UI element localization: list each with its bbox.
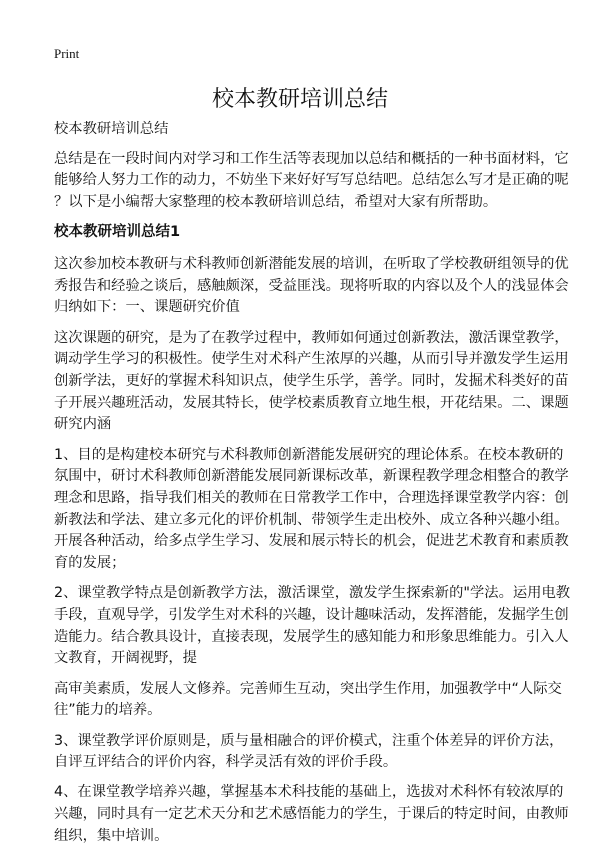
body-paragraph: [54, 782, 569, 847]
body-paragraph: [54, 445, 569, 575]
text-line: 这次课题的研究，是为了在教学过程中，教师如何通过创新教法，激活课堂教学，: [54, 329, 569, 346]
text-line: 育的发展；: [54, 555, 126, 572]
text-line: 4、在课堂教学培养兴趣，掌握基本术科技能的基础上，选拔对术科怀有较浓厚的: [54, 784, 564, 801]
text-line: 文教育，开阔视野，提: [54, 650, 197, 667]
text-line: 归纳如下：一、课题研究价值: [54, 299, 240, 316]
body-paragraph: [54, 254, 569, 319]
text-line: 3、课堂教学评价原则是，质与量相融合的评价模式，注重个体差异的评价方法，: [54, 732, 564, 749]
text-line: 研究内涵: [54, 416, 112, 433]
body-paragraph: [54, 731, 564, 774]
document-body: [54, 119, 571, 856]
document-subtitle: 校本教研培训总结: [54, 121, 169, 137]
text-line: 这次参加校本教研与术科教师创新潜能发展的培训，在听取了学校教研组领导的优: [54, 256, 569, 273]
intro-paragraph: [54, 149, 569, 214]
text-line: 手段，直观导学，引发学生对术科的兴趣，设计趣味活动，发挥潜能，发掘学生创: [54, 607, 569, 624]
text-line: 理念和思路，指导我们相关的教师在日常教学工作中，合理选择课堂教学内容：创: [54, 490, 569, 507]
text-line: 1、目的是构建校本研究与术科教师创新潜能发展研究的理论体系。在校本教研的: [54, 446, 564, 463]
section-heading: 校本教研培训总结1: [54, 224, 181, 241]
text-line: 氛围中，研讨术科教师创新潜能发展同新课标改革，新课程教学理念相整合的教学: [54, 468, 569, 485]
text-line: 组织，集中培训。: [54, 827, 169, 844]
text-line: 能够给人努力工作的动力，不妨坐下来好好写写总结吧。总结怎么写才是正确的呢: [54, 172, 569, 189]
body-paragraph: [54, 583, 571, 670]
body-paragraph: [54, 679, 562, 722]
text-line: 新教法和学法、建立多元化的评价机制、带领学生走出校外、成立各种兴趣小组。: [54, 511, 569, 528]
text-line: 开展各种活动，给多点学生学习、发展和展示特长的机会，促进艺术教育和素质教: [54, 533, 569, 550]
text-line: 高审美素质，发展人文修养。完善师生互动，突出学生作用，加强教学中“人际交: [54, 680, 562, 697]
text-line: 创新学法，更好的掌握术科知识点，使学生乐学，善学。同时，发掘术科类好的苗: [54, 373, 569, 390]
body-paragraph: [54, 328, 569, 437]
text-line: ？以下是小编帮大家整理的校本教研培训总结，希望对大家有所帮助。: [54, 194, 498, 211]
text-line: 自评互评结合的评价内容，科学灵活有效的评价手段。: [54, 754, 398, 771]
print-link[interactable]: Print: [54, 46, 80, 61]
text-line: 往”能力的培养。: [54, 702, 162, 719]
text-line: 造能力。结合教具设计，直接表现，发展学生的感知能力和形象思维能力。引入人: [54, 628, 569, 645]
text-line: 2、课堂教学特点是创新教学方法，激活课堂，激发学生探索新的"学法。运用电教: [54, 585, 571, 602]
text-line: 兴趣，同时具有一定艺术天分和艺术感悟能力的学生，于课后的特定时间，由教师: [54, 806, 569, 823]
text-line: 秀报告和经验之谈后，感触颇深，受益匪浅。现将听取的内容以及个人的浅显体会: [54, 277, 569, 294]
text-line: 调动学生学习的积极性。使学生对术科产生浓厚的兴趣，从而引导并激发学生运用: [54, 351, 569, 368]
text-line: 子开展兴趣班活动，发展其特长，使学校素质教育立地生根，开花结果。二、课题: [54, 394, 569, 411]
page-title: 校本教研培训总结: [211, 87, 388, 112]
text-line: 总结是在一段时间内对学习和工作生活等表现加以总结和概括的一种书面材料，它: [54, 150, 569, 167]
paragraphs: [54, 254, 571, 848]
